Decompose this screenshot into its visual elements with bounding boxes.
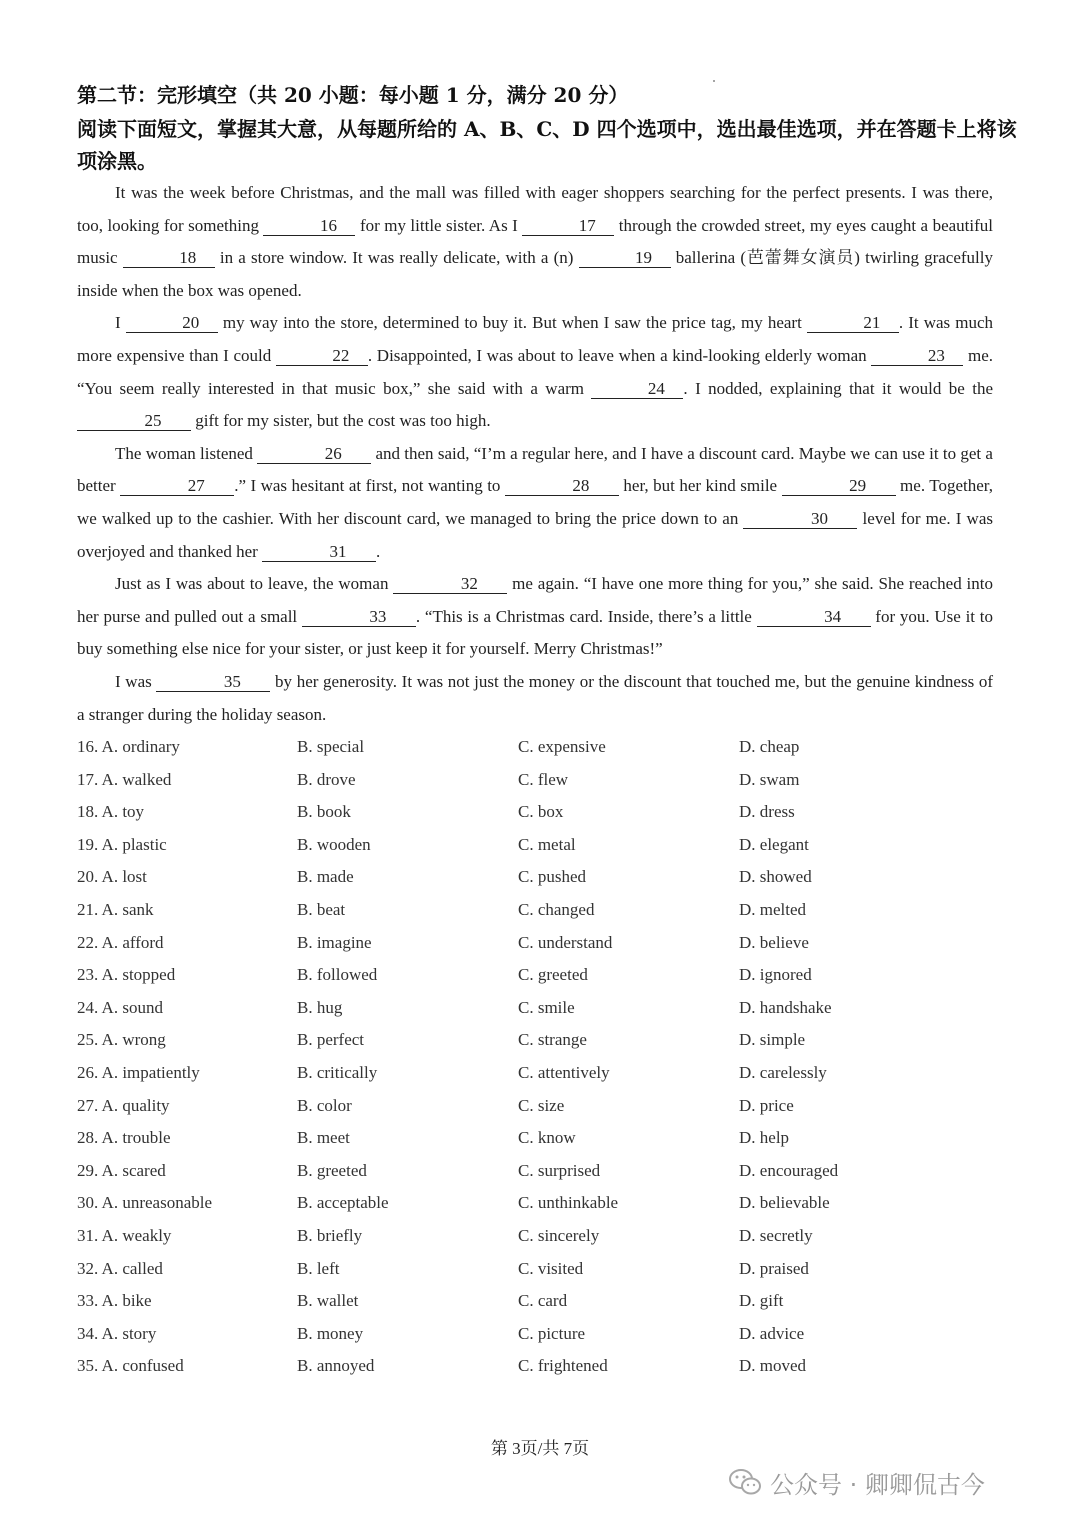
option-d: D. gift <box>739 1291 784 1311</box>
option-d: D. carelessly <box>739 1062 827 1082</box>
option-a: 25. A. wrong <box>77 1030 166 1050</box>
option-c: C. expensive <box>518 737 606 756</box>
option-d: D. simple <box>739 1030 806 1050</box>
option-a: 22. A. afford <box>77 932 164 952</box>
option-c: C. box <box>518 802 564 822</box>
text: me. “You seem really interested in that music box,” she said with a warm <box>77 345 993 398</box>
section-title: 第二节：完形填空（共 20 小题：每小题 1 分，满分 20 分） <box>77 83 629 107</box>
option-b: B. followed <box>297 965 378 985</box>
text: for you. Use it to buy something else nice for your sister, or just keep it for yourself. Merry Christmas!” <box>77 606 993 659</box>
option-b: B. acceptable <box>297 1193 389 1213</box>
option-a: 19. A. plastic <box>77 834 167 854</box>
option-b: B. made <box>297 867 354 887</box>
option-d: D. cheap <box>739 737 800 756</box>
option-d: D. dress <box>739 802 795 822</box>
text: It was the week before Christmas, and the mall was filled with eager shoppers searching for the perfect presents. I was there, too, looking for something <box>77 183 993 235</box>
option-c: C. sincerely <box>518 1225 600 1245</box>
option-d: D. handshake <box>739 997 832 1017</box>
option-c: C. metal <box>518 834 576 854</box>
option-c: C. greeted <box>518 965 588 985</box>
wechat-icon <box>728 1467 762 1497</box>
option-row <box>77 829 1017 862</box>
blank-29: 29 <box>782 477 896 496</box>
option-c: C. frightened <box>518 1356 608 1376</box>
blank-31: 31 <box>262 543 376 562</box>
text: level for me. I was overjoyed and thanked her <box>77 508 993 561</box>
text: .” I was hesitant at first, not wanting to <box>234 476 505 496</box>
paragraph-2 <box>77 307 993 437</box>
text: . I nodded, explaining that it would be the <box>683 378 993 398</box>
option-b: B. wooden <box>297 834 371 854</box>
option-a: 26. A. impatiently <box>77 1062 200 1082</box>
option-row <box>77 1318 1017 1351</box>
option-d: D. secretly <box>739 1225 813 1245</box>
text: and then said, “I’m a regular here, and I have a discount card. Maybe we can use it to get a better <box>77 443 993 496</box>
blank-17: 17 <box>522 217 614 236</box>
text: . Disappointed, I was about to leave when a kind-looking elderly woman <box>367 345 872 365</box>
option-d: D. showed <box>739 867 812 887</box>
option-a: 32. A. called <box>77 1258 163 1278</box>
option-a: 30. A. unreasonable <box>77 1193 213 1213</box>
option-a: 24. A. sound <box>77 997 163 1017</box>
option-a: 35. A. confused <box>77 1356 184 1376</box>
blank-30: 30 <box>743 510 857 529</box>
option-b: B. imagine <box>297 932 372 952</box>
text: by her generosity. It was not just the money or the discount that touched me, but the genuine kindness of a stranger during the holiday season. <box>77 671 993 724</box>
option-b: B. wallet <box>297 1291 359 1311</box>
option-row <box>77 796 1017 829</box>
option-row <box>77 1187 1017 1220</box>
option-d: D. believable <box>739 1193 830 1213</box>
option-b: B. beat <box>297 899 346 919</box>
option-b: B. book <box>297 802 351 822</box>
option-b: B. critically <box>297 1062 378 1082</box>
blank-34: 34 <box>757 608 871 627</box>
option-c: C. unthinkable <box>518 1193 619 1213</box>
blank-20: 20 <box>126 314 218 333</box>
page-number: 第 3页/共 7页 <box>490 1439 590 1458</box>
option-b: B. special <box>297 737 365 756</box>
option-a: 28. A. trouble <box>77 1128 171 1148</box>
option-row <box>77 992 1017 1025</box>
blank-21: 21 <box>807 314 899 333</box>
option-c: C. pushed <box>518 867 586 887</box>
option-d: D. encouraged <box>739 1160 839 1180</box>
option-a: 20. A. lost <box>77 867 147 887</box>
text: me again. “I have one more thing for you,” she said. She reached into her purse and pulled out a small <box>77 574 993 626</box>
paragraph-1 <box>77 177 993 307</box>
text: I was <box>115 671 157 691</box>
option-d: D. moved <box>739 1356 807 1376</box>
option-d: D. melted <box>739 899 807 919</box>
option-c: C. picture <box>518 1323 586 1343</box>
option-a: 18. A. toy <box>77 802 145 822</box>
option-b: B. drove <box>297 769 356 789</box>
option-row <box>77 1024 1017 1057</box>
text: in a store window. It was really delicate, with a (n) <box>214 248 579 268</box>
option-a: 27. A. quality <box>77 1095 170 1115</box>
cloze-passage <box>77 177 993 731</box>
option-row <box>77 861 1017 894</box>
blank-18: 18 <box>123 249 215 268</box>
blank-23: 23 <box>871 347 963 366</box>
option-row <box>77 764 1017 797</box>
option-row <box>77 1122 1017 1155</box>
blank-33: 33 <box>302 608 416 627</box>
option-row <box>77 1253 1017 1286</box>
option-row <box>77 1057 1017 1090</box>
option-a: 34. A. story <box>77 1323 157 1343</box>
option-a: 16. A. ordinary <box>77 737 180 756</box>
blank-28: 28 <box>505 477 619 496</box>
text: Just as I was about to leave, the woman <box>115 574 394 594</box>
option-b: B. perfect <box>297 1030 365 1050</box>
paragraph-3 <box>77 438 993 568</box>
option-d: D. praised <box>739 1258 809 1278</box>
option-row <box>77 894 1017 927</box>
text: gift for my sister, but the cost was too high. <box>191 411 491 431</box>
option-c: C. smile <box>518 997 575 1017</box>
option-c: C. strange <box>518 1030 587 1050</box>
text: for my little sister. As I <box>355 215 523 235</box>
option-d: D. help <box>739 1128 790 1148</box>
text: through the crowded street, my eyes caught a beautiful music <box>77 215 993 268</box>
option-a: 31. A. weakly <box>77 1225 172 1245</box>
option-row <box>77 927 1017 960</box>
option-c: C. changed <box>518 899 595 919</box>
option-row <box>77 959 1017 992</box>
option-c: C. card <box>518 1291 568 1311</box>
text: me. Together, we walked up to the cashier. With her discount card, we managed to bring the price down to an <box>77 476 993 528</box>
watermark <box>728 1462 985 1502</box>
text: . “This is a Christmas card. Inside, there’s a little <box>415 606 757 626</box>
option-a: 29. A. scared <box>77 1160 166 1180</box>
blank-27: 27 <box>120 477 234 496</box>
blank-25: 25 <box>77 412 191 431</box>
option-row <box>77 1155 1017 1188</box>
paragraph-5 <box>77 666 993 731</box>
option-row <box>77 1220 1017 1253</box>
blank-22: 22 <box>276 347 368 366</box>
option-row <box>77 1285 1017 1318</box>
text: . <box>376 541 381 561</box>
option-c: C. visited <box>518 1258 584 1278</box>
blank-16: 16 <box>263 217 355 236</box>
option-c: C. size <box>518 1095 565 1115</box>
option-d: D. advice <box>739 1323 805 1343</box>
option-c: C. flew <box>518 769 569 789</box>
text: . It was much more expensive than I could <box>77 313 994 365</box>
text: her, but her kind smile <box>618 476 782 496</box>
option-a: 17. A. walked <box>77 769 172 789</box>
blank-35: 35 <box>156 673 270 692</box>
section-instructions: 阅读下面短文，掌握其大意，从每题所给的 A、B、C、D 四个选项中，选出最佳选项，并在答题卡上将该项涂黑。 <box>77 117 1017 173</box>
option-b: B. meet <box>297 1128 350 1148</box>
answer-options <box>77 731 1017 1383</box>
option-b: B. hug <box>297 997 343 1017</box>
option-b: B. annoyed <box>297 1356 375 1376</box>
text: The woman listened <box>115 443 258 463</box>
option-a: 33. A. bike <box>77 1291 152 1311</box>
text: my way into the store, determined to buy it. But when I saw the price tag, my heart <box>217 313 807 333</box>
option-d: D. elegant <box>739 834 809 854</box>
option-c: C. surprised <box>518 1160 601 1180</box>
option-d: D. swam <box>739 769 800 789</box>
option-d: D. believe <box>739 932 809 952</box>
option-a: 21. A. sank <box>77 899 154 919</box>
option-b: B. greeted <box>297 1160 367 1180</box>
blank-24: 24 <box>591 380 683 399</box>
option-d: D. price <box>739 1095 794 1115</box>
option-b: B. color <box>297 1095 352 1115</box>
option-b: B. left <box>297 1258 340 1278</box>
option-b: B. money <box>297 1323 364 1343</box>
option-c: C. understand <box>518 932 613 952</box>
text: ballerina (芭蕾舞女演员) twirling gracefully inside when the box was opened. <box>77 248 993 300</box>
option-c: C. know <box>518 1128 576 1148</box>
option-d: D. ignored <box>739 965 812 985</box>
watermark-text: 公众号 · 卿卿侃古今 <box>770 1470 985 1499</box>
blank-19: 19 <box>579 249 671 268</box>
blank-26: 26 <box>257 445 371 464</box>
option-row <box>77 1350 1017 1383</box>
option-a: 23. A. stopped <box>77 965 176 985</box>
blank-32: 32 <box>393 575 507 594</box>
paragraph-4 <box>77 568 993 666</box>
text: I <box>115 313 126 333</box>
option-row <box>77 1090 1017 1123</box>
option-c: C. attentively <box>518 1062 610 1082</box>
option-row <box>77 731 1017 764</box>
option-b: B. briefly <box>297 1225 363 1245</box>
